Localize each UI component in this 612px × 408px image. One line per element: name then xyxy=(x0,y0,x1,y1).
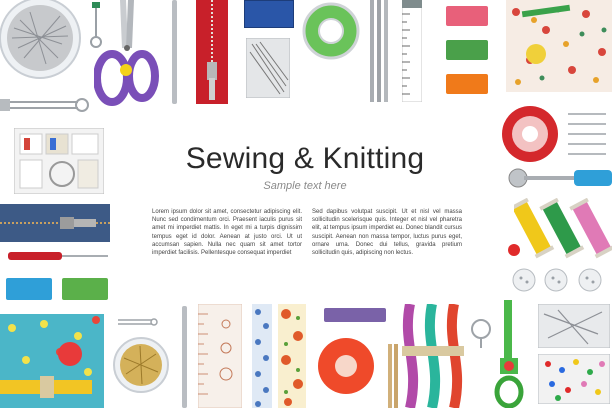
pin-box-icon xyxy=(538,354,610,404)
blue-zipper-icon xyxy=(0,204,112,242)
flower-charm-icon xyxy=(470,318,492,348)
large-safety-pin-icon xyxy=(0,94,90,116)
wooden-needle-icon xyxy=(388,344,392,408)
blue-ribbon-icon xyxy=(252,304,272,408)
scissors-icon xyxy=(94,0,160,110)
knitting-needle-icon xyxy=(377,0,381,102)
orange-tape-reel-icon xyxy=(316,336,376,396)
green-spool-icon xyxy=(60,274,110,304)
pinking-shears-icon xyxy=(494,300,524,408)
polka-dot-fabric-icon xyxy=(0,314,104,408)
purple-spool-icon xyxy=(322,304,388,326)
safety-pin-icon xyxy=(116,316,160,328)
body-text-right: Sed dapibus volutpat suscipit. Ut et nisl vel massa sollicitudin scelerisque quis. Integer et nisl vel pharetra elit, at tempus ipsum imperdiet eu. Donec blandit cursus suscipit. Aenean non massa tempor, luctus purus eget, ornare urna. Donec dui tellus, gravida pretium sollicitudin quis, adipiscing non lectus. xyxy=(312,209,462,257)
pin-box-small-icon xyxy=(244,0,294,28)
orange-spool-icon xyxy=(444,70,490,98)
pink-spool-icon xyxy=(444,2,490,30)
floral-fabric-icon xyxy=(506,0,612,92)
colored-spools-icon xyxy=(514,198,612,260)
green-spool-icon xyxy=(444,36,490,64)
red-tape-reel-icon xyxy=(500,104,560,164)
safety-pins-icon xyxy=(566,108,612,162)
body-text-left: Lorem ipsum dolor sit amet, consectetur adipiscing elit. Nunc sed condimentum orci. Praesent iaculis purus sit amet mi imperdiet mattis. In eget mi a turpis dignissim tempus eget id dolor. Aenean at justo orci. Ut ut accumsan sapien. Nulla nec quam sit amet tortor imperdiet facilisis. Pellentesque consequat imperdiet xyxy=(152,209,302,257)
green-thread-reel-icon xyxy=(302,2,360,60)
ruler-icon xyxy=(198,304,242,408)
tracing-wheel-icon xyxy=(504,166,612,190)
embroidery-floss-icon xyxy=(402,304,468,408)
floral-ribbon-icon xyxy=(278,304,306,408)
safety-pin-box-icon xyxy=(538,304,610,348)
tape-measure-icon xyxy=(402,0,422,102)
buttons-icon xyxy=(510,266,610,294)
knitting-needle-icon xyxy=(370,0,374,102)
brass-pins-dish-icon xyxy=(112,336,170,394)
pins-dish-icon xyxy=(0,0,86,86)
needle-pack-icon xyxy=(246,38,290,98)
pin-head-icon xyxy=(508,244,520,256)
seam-ripper-icon xyxy=(8,248,114,264)
page-title: Sewing & Knitting xyxy=(185,142,425,175)
knitting-needle-icon xyxy=(384,0,388,102)
crochet-hook-icon xyxy=(172,0,177,104)
red-zipper-icon xyxy=(196,0,228,106)
sewing-kit-icon xyxy=(14,128,104,194)
blue-spool-icon xyxy=(4,274,54,304)
subtitle: Sample text here xyxy=(263,180,347,192)
crochet-hook-icon xyxy=(182,306,187,408)
wooden-needle-icon xyxy=(394,344,398,408)
